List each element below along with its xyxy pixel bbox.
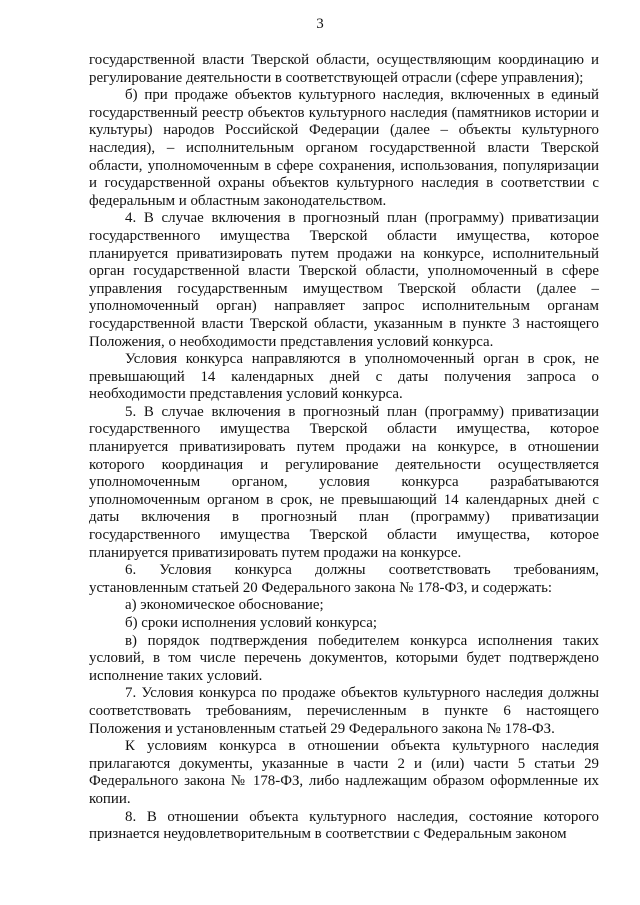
paragraph-clause-7: 7. Условия конкурса по продаже объектов культурного наследия должны соответствовать требованиям, перечисленным в пункте 6 настоящего Положения и установленным статьей 29 Федерального закона № 178-ФЗ.: [89, 685, 599, 737]
list-item-b: б) сроки исполнения условий конкурса;: [125, 615, 377, 631]
paragraph-clause-4-conditions: Условия конкурса направляются в уполномоченный орган в срок, не превышающий 14 календарных дней с даты получения запроса о необходимости представления условий конкурса.: [89, 351, 599, 403]
paragraph-clause-5: 5. В случае включения в прогнозный план (программу) приватизации государственного имущества Тверской области имущества, которое планируется приватизировать путем продажи на конкурсе, в отношении которого координация и регулирование деятельности осуществляется уполномоченным органом, условия конкурса разрабатываются уполномоченным органом в срок, не превышающий 14 календарных дней с даты включения в прогнозный план (программу) приватизации государственного имущества Тверской области имущества, которое планируется приватизировать путем продажи на конкурсе.: [89, 403, 599, 561]
paragraph-item-b: б) при продаже объектов культурного наследия, включенных в единый государственный реестр объектов культурного наследия (памятников истории и культуры) народов Российской Федерации (далее – объекты культурного наследия), – исполнительным органом государственной власти Тверской области, уполномоченным в сфере сохранения, использования, популяризации и государственной охраны объектов культурного наследия в соответствии с федеральным и областным законодательством.: [89, 87, 599, 209]
list-item-v: в) порядок подтверждения победителем конкурса исполнения таких условий, в том числе перечень документов, которыми будет подтверждено исполнение таких условий.: [89, 632, 599, 684]
paragraph-clause-7-attachments: К условиям конкурса в отношении объекта культурного наследия прилагаются документы, указанные в части 2 и (или) части 5 статьи 29 Федерального закона № 178-ФЗ, либо надлежащим образом оформленные их копии.: [89, 738, 599, 807]
paragraph-clause-4: 4. В случае включения в прогнозный план (программу) приватизации государственного имущества Тверской области имущества, которое планируется приватизировать путем продажи на конкурсе, исполнительный орган государственной власти Тверской области, уполномоченный в сфере управления государственным имуществом Тверской области (далее – уполномоченный орган) направляет запрос исполнительным органам государственной власти Тверской области, указанным в пункте 3 настоящего Положения, о необходимости представления условий конкурса.: [89, 210, 599, 350]
list-item-a: а) экономическое обоснование;: [125, 597, 324, 614]
document-body: [89, 52, 599, 844]
paragraph-clause-6: 6. Условия конкурса должны соответствовать требованиям, установленным статьей 20 Федерального закона № 178-ФЗ, и содержать:: [89, 562, 599, 596]
paragraph-continuation: государственной власти Тверской области, осуществляющим координацию и регулирование деятельности в соответствующей отрасли (сфере управления);: [89, 52, 599, 86]
page-number: 3: [316, 16, 324, 32]
paragraph-clause-8: 8. В отношении объекта культурного наследия, состояние которого признается неудовлетворительным в соответствии с Федеральным законом: [89, 808, 599, 843]
